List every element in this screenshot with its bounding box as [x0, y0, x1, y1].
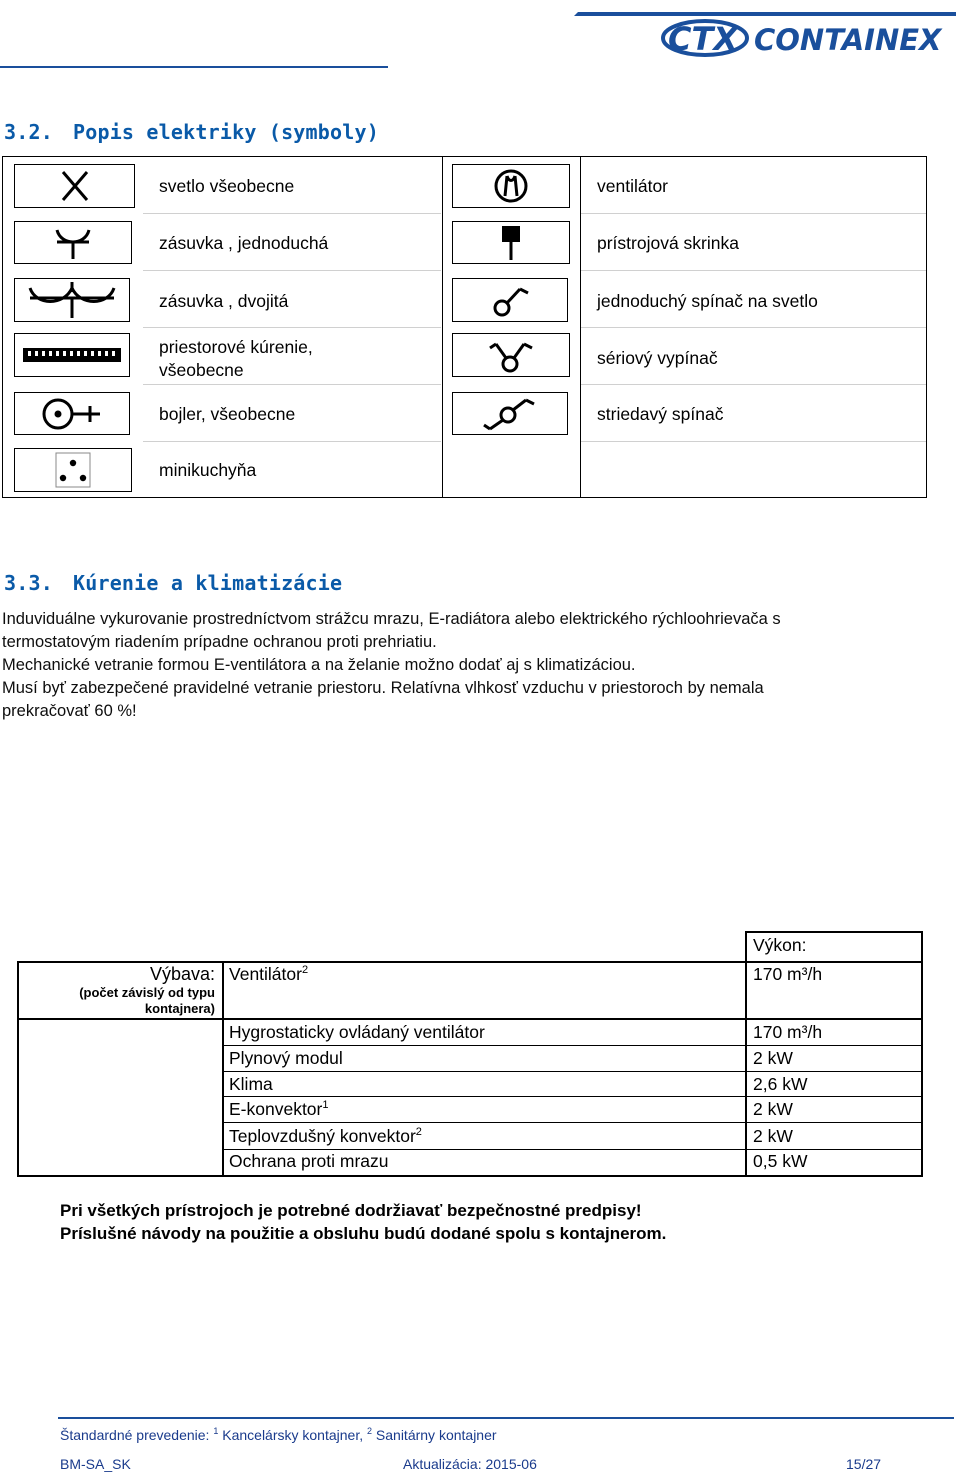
equipment-power: 2,6 kW [753, 1074, 808, 1094]
symbol-label: zásuvka , jednoduchá [159, 233, 329, 253]
series-switch-icon [452, 333, 570, 377]
equipment-label-cell [17, 963, 215, 1017]
equipment-name: E-konvektor$^1$ [229, 1099, 329, 1119]
alternating-switch-icon [452, 392, 568, 435]
symbol-label: prístrojová skrinka [597, 233, 739, 253]
symbol-label: zásuvka , dvojitá [159, 291, 289, 311]
table-divider [442, 157, 443, 497]
equipment-name: Klima [229, 1074, 273, 1094]
safety-warning: Pri všetkých prístrojoch je potrebné dodržiavať bezpečnostné predpisy! [60, 1201, 642, 1220]
symbols-table [2, 156, 927, 498]
paragraph-line: prekračovať 60 %! [2, 702, 137, 720]
equipment-power: 0,5 kW [753, 1151, 808, 1171]
equipment-power: 2 kW [753, 1126, 793, 1146]
boiler-icon [14, 392, 130, 435]
paragraph-line: Musí byť zabezpečené pravidelné vetranie priestoru. Relatívna vlhkosť vzduchu v priestoroch by nemala [2, 679, 764, 697]
containex-logo-graphic [568, 8, 956, 68]
equipment-power: 2 kW [753, 1048, 793, 1068]
equipment-power: 2 kW [753, 1099, 793, 1119]
symbol-label: ventilátor [597, 176, 669, 196]
section-number: 3.3. [4, 571, 53, 595]
symbol-label: bojler, všeobecne [159, 404, 296, 424]
symbol-label: jednoduchý spínač na svetlo [597, 291, 818, 311]
section-title: Kúrenie a klimatizácie [72, 571, 343, 595]
update-date: Aktualizácia: 2015-06 [403, 1456, 537, 1472]
manual-notice: Príslušné návody na použitie a obsluhu budú dodané spolu s kontajnerom. [60, 1224, 667, 1243]
doc-code: BM-SA_SK [60, 1456, 131, 1472]
double-socket-icon [14, 278, 130, 322]
paragraph-line: Induviduálne vykurovanie prostredníctvom strážcu mrazu, E-radiátora alebo elektrického rýchloohrievača s [2, 610, 781, 628]
header-rule [0, 66, 388, 68]
equipment-note-line1: (počet závislý od typu [79, 985, 215, 1000]
symbol-label-line1: priestorové kúrenie, [159, 337, 313, 357]
space-heater-icon [14, 333, 130, 377]
paragraph-line: termostatovým riadením prípadne ochranou proti prehriatiu. [2, 633, 437, 651]
paragraph-line: Mechanické vetranie formou E-ventilátora a na želanie možno dodať aj s klimatizáciou. [2, 656, 636, 674]
logo-brand-text: CONTAINEX [754, 23, 942, 57]
single-switch-icon [452, 278, 568, 322]
device-box-icon [452, 221, 570, 264]
light-icon [14, 164, 135, 208]
equipment-label: Výbava: [149, 964, 215, 984]
containex-logo [568, 8, 956, 68]
equipment-note-line2: kontajnera) [144, 1001, 215, 1016]
symbol-label: striedavý spínač [597, 404, 724, 424]
logo-ctx-text: CTX [668, 20, 738, 58]
equipment-name: Ventilátor$^2$ [229, 964, 309, 984]
symbol-label-line2: všeobecne [159, 360, 244, 380]
heating-paragraph [2, 608, 957, 723]
equipment-name: Hygrostaticky ovládaný ventilátor [229, 1022, 485, 1042]
section-title: Popis elektriky (symboly) [72, 120, 379, 144]
symbol-label: minikuchyňa [159, 460, 257, 480]
section-heading-electric [4, 120, 379, 144]
symbol-label: sériový vypínač [597, 348, 718, 368]
section-heading-heating [4, 571, 342, 595]
equipment-name: Teplovzdušný konvektor$^2$ [229, 1126, 422, 1146]
footer-legend: Štandardné prevedenie: $^1$ Kancelársky kontajner, $^2$ Sanitárny kontajner [60, 1426, 497, 1443]
equipment-power: 170 m³/h [753, 1022, 823, 1042]
symbol-label: svetlo všeobecne [159, 176, 295, 196]
page-number: 15/27 [846, 1456, 882, 1472]
section-number: 3.2. [4, 120, 53, 144]
equipment-name: Plynový modul [229, 1048, 343, 1068]
power-header: Výkon: [753, 935, 807, 955]
fan-icon [452, 164, 570, 208]
equipment-name: Ochrana proti mrazu [229, 1151, 389, 1171]
equipment-power: 170 m³/h [753, 964, 823, 984]
footer-rule [58, 1417, 954, 1419]
equipment-table [17, 931, 923, 1176]
single-socket-icon [14, 221, 132, 264]
minikitchen-icon [14, 448, 132, 492]
